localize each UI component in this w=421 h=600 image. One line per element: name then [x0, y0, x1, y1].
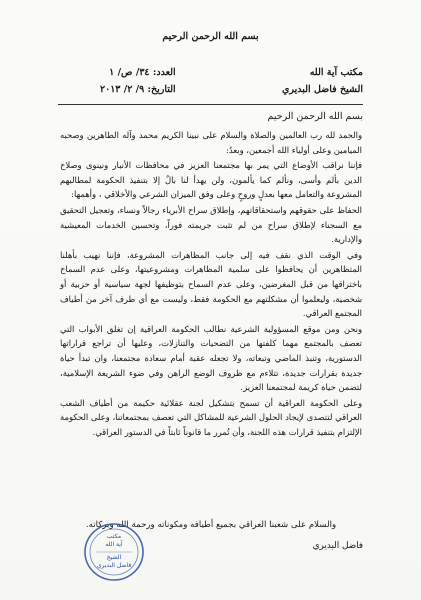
paragraph: وعلى الحكومة العراقية أن تسمح بتشكيل لجنة عقلائية حكيمة من أطياف الشعب العراقي لتتصدى لإيجاد الحلول الشرعية للمشاكل التي تعصف بمجتمعاتنا، وعلى الحكومة الإلتزام بتنفيذ قرارات هذه اللجنة، وأن تُمرر ما قانوناً ثابتاً في الدستور العراقي.	[60, 397, 362, 437]
letterhead-reference	[100, 64, 176, 98]
reference-number: العدد: ٣٤/ ص/ ١	[109, 67, 176, 78]
paragraph: الحفاظ على حقوقهم واستحقاقاتهم، وإطلاق سراح الأبرياء رجالاً ونساء، وتعجيل التحقيق مع السجناء لإطلاق سراح من لم تثبت جريمته فوراً، وتحسين الخدمات المعيشية والإدارية.	[60, 204, 362, 245]
paragraph: وفي الوقت الذي نقف فيه إلى جانب المظاهرات المشروعة، فإننا نهيب بأهلنا المتظاهرين أن يحافظوا على سلمية المظاهرات ومشروعيتها، وعلى عدم السماح باختراقها من قبل المغرضين، وعلى عدم السماح بتوظيفها لجهة سياسية أو حزبية أو شخصية، وليعلموا أن مشكلتهم مع الحكومة فقط، وليست مع أي طرف آخر من أطياف المجتمع العراقي.	[60, 249, 362, 319]
stamp-line: مكتب	[106, 533, 122, 540]
paragraph: ونحن ومن موقع المسؤولية الشرعية نطالب الحكومة العراقية إن تغلق الأبواب التي تعصف بالمجتمع مهما كلفتها من التضحيات والتنازلات، وعليها أن تراجع قراراتها الدستورية، وتنبذ الماضي وتبعاته، ولا تجعله عقبة أمام سعادة مجتمعنا، وان تبدأ حياة جديدة بقرارات جديدة، تتلاءم مع ظروف الوضع الراهن وفي ضوء الشريعة الإسلامية، لتضمن حياة كريمة لمجتمعنا العزيز.	[60, 323, 362, 393]
letter-body	[60, 128, 362, 439]
body-basmala: بسم الله الرحمن الرحيم	[267, 111, 363, 122]
header-divider	[58, 104, 363, 105]
stamp-seal-icon	[82, 521, 146, 583]
stamp-line: آية الله	[105, 541, 123, 548]
sender-name: الشيخ فاضل البديري	[281, 84, 363, 95]
official-stamp	[82, 521, 146, 583]
office-title: مكتب آية الله	[309, 67, 363, 78]
paragraph: فإننا نراقب الأوضاع التي يمر بها مجتمعنا العزيز في محافظات الأنبار ونينوى وصلاح الدين بألم وأسى، ونألم كما يألمون، ولن يهدأ لنا بالٌ إلا بتنفيذ الحكومة لمطالبهم المشروعة والتعامل معها بعدلٍ وروحٍ وعلى وفق الميزان الشرعي والأخلاقي ، وأهمها:	[60, 160, 362, 200]
stamp-line: الشيخ	[106, 554, 122, 561]
letterhead-sender	[282, 64, 363, 98]
letter-date: التاريخ: ٩/ ٢/ ٢٠١٣	[100, 84, 176, 95]
paragraph: والحمد لله رب العالمين والصلاة والسلام على نبينا الكريم محمد وآله الطاهرين وصحبه الميامين وعلى أولياء الله أجمعين، وبعدُ:	[60, 130, 362, 155]
signature-name: فاضل البديري	[312, 541, 363, 551]
stamp-line: فاضل البديري	[96, 562, 132, 569]
header-basmala: بسم الله الرحمن الرحيم	[162, 31, 259, 42]
closing-salutation: والسلام على شعبنا العراقي بجميع أطيافه ومكوناته ورحمة الله وبركاته.	[85, 520, 337, 530]
